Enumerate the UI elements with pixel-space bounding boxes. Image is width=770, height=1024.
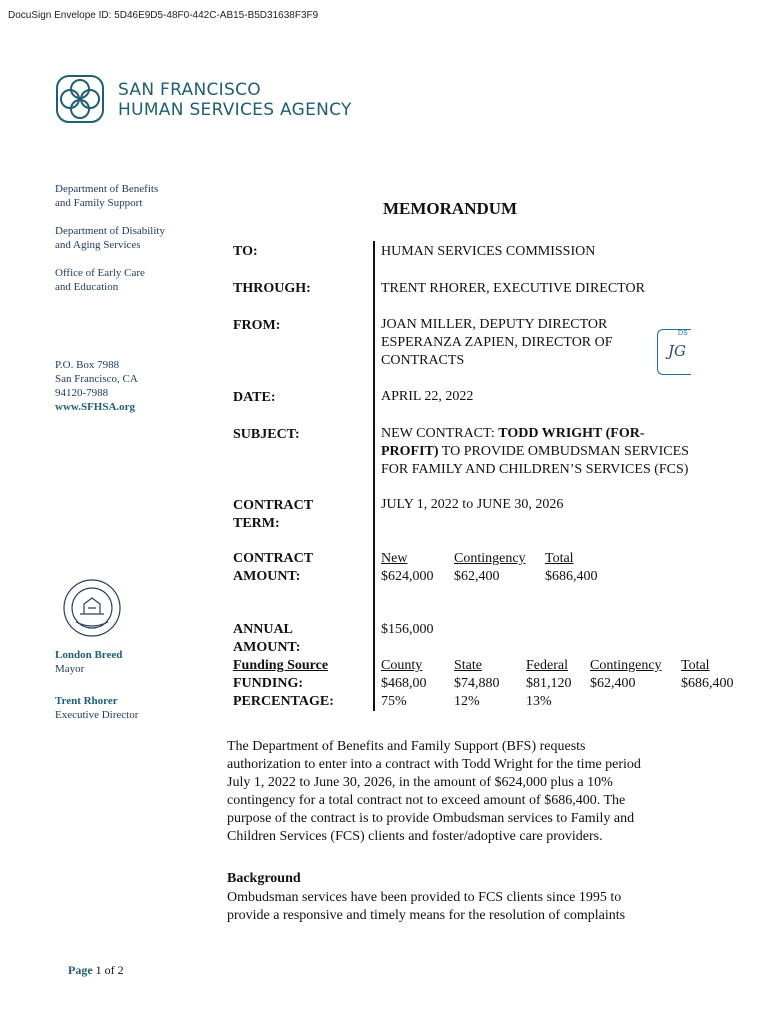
annual-label-1: ANNUAL [233,622,293,637]
agency-line-1: SAN FRANCISCO [118,80,261,100]
subject-prefix: NEW CONTRACT: [381,426,499,441]
subject-line-2 [381,443,689,461]
amount-label-2: AMOUNT: [233,569,301,584]
term-label-1: CONTRACT [233,498,314,513]
date-value: APRIL 22, 2022 [381,389,474,404]
page-word: Page [68,963,93,977]
through-label: THROUGH: [233,281,311,296]
dept-disability [55,224,165,252]
term-label [233,497,313,533]
annual-label [233,621,334,711]
dept-benefits [55,182,158,210]
amount-value-total: $686,400 [545,569,598,584]
from-label: FROM: [233,318,281,333]
funding-col-federal [526,657,572,711]
through-value: TRENT RHORER, EXECUTIVE DIRECTOR [381,281,645,296]
subject-bold-2: PROFIT) [381,444,439,459]
term-label-2: TERM: [233,516,280,531]
subject-label: SUBJECT: [233,427,300,442]
funding-header-total: Total [681,658,710,673]
agency-name [118,80,352,120]
funding-header-federal: Federal [526,658,568,673]
funding-label: FUNDING: [233,676,303,691]
amount-header-contingency: Contingency [454,551,526,566]
docusign-tag: DS [678,330,688,337]
mayor-title: Mayor [55,663,85,675]
from-value [381,316,613,370]
funding-pct-state: 12% [454,694,480,709]
amount-value-new: $624,000 [381,569,434,584]
director-block [55,694,138,722]
dept-disability-line-2: and Aging Services [55,239,141,251]
subject-value [381,425,689,479]
amount-value-contingency: $62,400 [454,569,500,584]
percentage-label: PERCENTAGE: [233,694,334,709]
funding-value-county: $468,00 [381,676,427,691]
agency-line-2: HUMAN SERVICES AGENCY [118,100,352,120]
funding-value-contingency: $62,400 [590,676,636,691]
subject-line-1 [381,425,689,443]
memo-title: MEMORANDUM [383,199,518,218]
initials-signature: JG [668,342,686,360]
body-paragraph [227,738,697,846]
paragraph-line-6: Children Services (FCS) clients and foster/adoptive care providers. [227,829,603,844]
funding-value-federal: $81,120 [526,676,572,691]
funding-col-total [681,657,734,693]
page-of: of 2 [101,963,124,977]
funding-header-contingency: Contingency [590,658,662,673]
amount-header-new: New [381,551,408,566]
address-line-1: P.O. Box 7988 [55,359,120,371]
page-num: 1 [95,963,102,977]
funding-header-state: State [454,658,482,673]
dept-early-care-line-1: Office of Early Care [55,267,145,279]
funding-pct-federal: 13% [526,694,552,709]
amount-label [233,550,313,586]
funding-col-contingency [590,657,662,693]
date-label: DATE: [233,390,276,405]
memo-divider [373,241,375,711]
dept-benefits-line-2: and Family Support [55,197,143,209]
annual-label-2: AMOUNT: [233,640,301,655]
city-seal-icon [62,578,122,638]
subject-rest-2: TO PROVIDE OMBUDSMAN SERVICES [438,444,689,459]
term-value: JULY 1, 2022 to JUNE 30, 2026 [381,497,564,512]
mayor-block [55,648,122,676]
to-label: TO: [233,244,258,259]
mayor-name: London Breed [55,649,123,661]
agency-logo-icon [55,74,105,124]
from-line-2: ESPERANZA ZAPIEN, DIRECTOR OF [381,335,613,350]
funding-value-state: $74,880 [454,676,500,691]
background-line-2: provide a responsive and timely means for the resolution of complaints [227,908,626,923]
paragraph-line-4: contingency for a total contract not to exceed amount of $686,400. The [227,793,626,808]
amount-header-total: Total [545,551,574,566]
paragraph-line-2: authorization to enter into a contract with Todd Wright for the time period [227,757,641,772]
funding-pct-county: 75% [381,694,407,709]
background-text [227,889,697,925]
background-heading: Background [227,871,301,886]
address-line-3: 94120-7988 [55,387,109,399]
annual-value: $156,000 [381,622,434,637]
from-line-3: CONTRACTS [381,353,465,368]
dept-early-care-line-2: and Education [55,281,119,293]
subject-line-3: FOR FAMILY AND CHILDREN’S SERVICES (FCS) [381,462,689,477]
address-line-2: San Francisco, CA [55,373,138,385]
director-title: Executive Director [55,709,139,721]
page-number [68,963,124,978]
from-line-1: JOAN MILLER, DEPUTY DIRECTOR [381,317,608,332]
docusign-envelope-id: DocuSign Envelope ID: 5D46E9D5-48F0-442C-AB15-B5D31638F3F9 [8,10,319,21]
funding-source-label: Funding Source [233,658,329,673]
dept-early-care [55,266,145,294]
amount-col-new [381,550,434,586]
to-value: HUMAN SERVICES COMMISSION [381,244,596,259]
paragraph-line-5: purpose of the contract is to provide Ombudsman services to Family and [227,811,635,826]
dept-disability-line-1: Department of Disability [55,225,165,237]
paragraph-line-3: July 1, 2022 to June 30, 2026, in the amount of $624,000 plus a 10% [227,775,613,790]
director-name: Trent Rhorer [55,695,118,707]
subject-bold-1: TODD WRIGHT (FOR- [498,426,645,441]
amount-col-contingency [454,550,526,586]
mailing-address [55,358,138,414]
funding-value-total: $686,400 [681,676,734,691]
amount-label-1: CONTRACT [233,551,314,566]
funding-header-county: County [381,658,423,673]
funding-col-state [454,657,500,711]
paragraph-line-1: The Department of Benefits and Family Support (BFS) requests [227,739,586,754]
amount-col-total [545,550,598,586]
background-line-1: Ombudsman services have been provided to FCS clients since 1995 to [227,890,622,905]
website-link[interactable]: www.SFHSA.org [55,401,136,413]
dept-benefits-line-1: Department of Benefits [55,183,159,195]
funding-col-county [381,657,427,711]
